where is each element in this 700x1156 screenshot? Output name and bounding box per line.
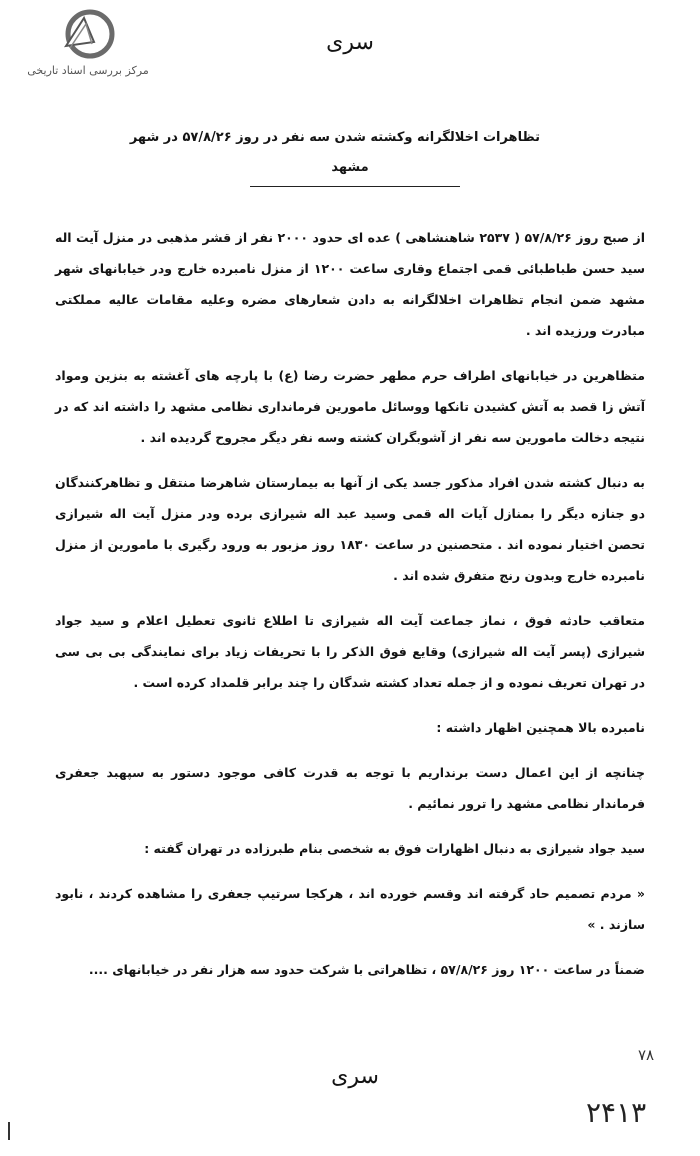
paragraph-3: به دنبال کشته شدن افراد مذکور جسد یکی از آنها به بیمارستان شاهرضا منتقل و تظاهرکنندگان دو جنازه دیگر را بمنازل آیات اله قمی وسید عبد اله شیرازی برده ودر منزل آیت اله شیرازی تحصن اختیار نموده اند . متحصنین در ساعت ۱۸۳۰ روز مزبور به ورود رگیری با مامورین از منزل نامبرده خارج وبدون رنج متفرق شده اند .: [55, 475, 645, 583]
page-note: ۷۸: [638, 1046, 655, 1064]
classification-header: سری: [326, 30, 374, 55]
paragraph-2: متظاهرین در خیابانهای اطراف حرم مطهر حضرت رضا (ع) با پارچه های آغشته به بنزین ومواد آتش زا قصد به آتش کشیدن تانکها ووسائل مامورین فرمانداری نظامی مشهد را داشته اند که در نتیجه دخالت مامورین سه نفر از آشوبگران کشته وسه نفر دیگر مجروح گردیده اند .: [55, 368, 645, 445]
document-body: [55, 222, 645, 999]
margin-mark: [8, 1122, 10, 1140]
paragraph-7: سید جواد شیرازی به دنبال اظهارات فوق به شخصی بنام طبرزاده در تهران گفته :: [144, 841, 645, 856]
classification-footer: سری: [331, 1064, 379, 1089]
document-title: تظاهرات اخلالگرانه وکشته شدن سه نفر در روز ۵۷/۸/۲۶ در شهر: [129, 130, 540, 145]
document-number: ۲۴۱۳: [586, 1096, 647, 1129]
paragraph-4: متعاقب حادثه فوق ، نماز جماعت آیت اله شیرازی تا اطلاع ثانوی تعطیل اعلام و سید جواد شیرازی (پسر آیت اله شیرازی) وقایع فوق الذکر را با تحریفات زیاد برای نمایندگی بی بی سی در تهران تعریف نموده و از جمله تعداد کشته شدگان را چند برابر قلمداد کرده است .: [55, 613, 645, 690]
paragraph-1: از صبح روز ۵۷/۸/۲۶ ( ۲۵۳۷ شاهنشاهی ) عده ای حدود ۲۰۰۰ نفر از قشر مذهبی در منزل آیت اله سید حسن طباطبائی قمی اجتماع وقاری ساعت ۱۲۰۰ از منزل نامبرده خارج ودر خیابانهای شهر مشهد ضمن انجام تظاهرات اخلالگرانه به دادن شعارهای مضره وعلیه مقامات عالیه مملکتی مبادرت ورزیده اند .: [55, 230, 645, 338]
paragraph-6: چنانچه از این اعمال دست برنداریم با توجه به قدرت کافی موجود دستور به سپهبد جعفری فرماندار نظامی مشهد را ترور نمائیم .: [55, 765, 645, 811]
archive-center-logo-icon: [54, 8, 118, 64]
paragraph-9: ضمناً در ساعت ۱۲۰۰ روز ۵۷/۸/۲۶ ، تظاهراتی با شرکت حدود سه هزار نفر در خیابانهای ....: [88, 962, 645, 977]
title-underline: [250, 186, 460, 187]
archive-logo: [8, 6, 168, 84]
paragraph-8: « مردم تصمیم حاد گرفته اند وقسم خورده اند ، هرکجا سرتیپ جعفری را مشاهده کردند ، نابود سازند . »: [55, 886, 645, 932]
archive-center-name: مرکز بررسی اسناد تاریخی: [27, 64, 149, 77]
paragraph-5: نامبرده بالا همچنین اظهار داشته :: [436, 720, 645, 735]
document-city: مشهد: [331, 160, 369, 175]
